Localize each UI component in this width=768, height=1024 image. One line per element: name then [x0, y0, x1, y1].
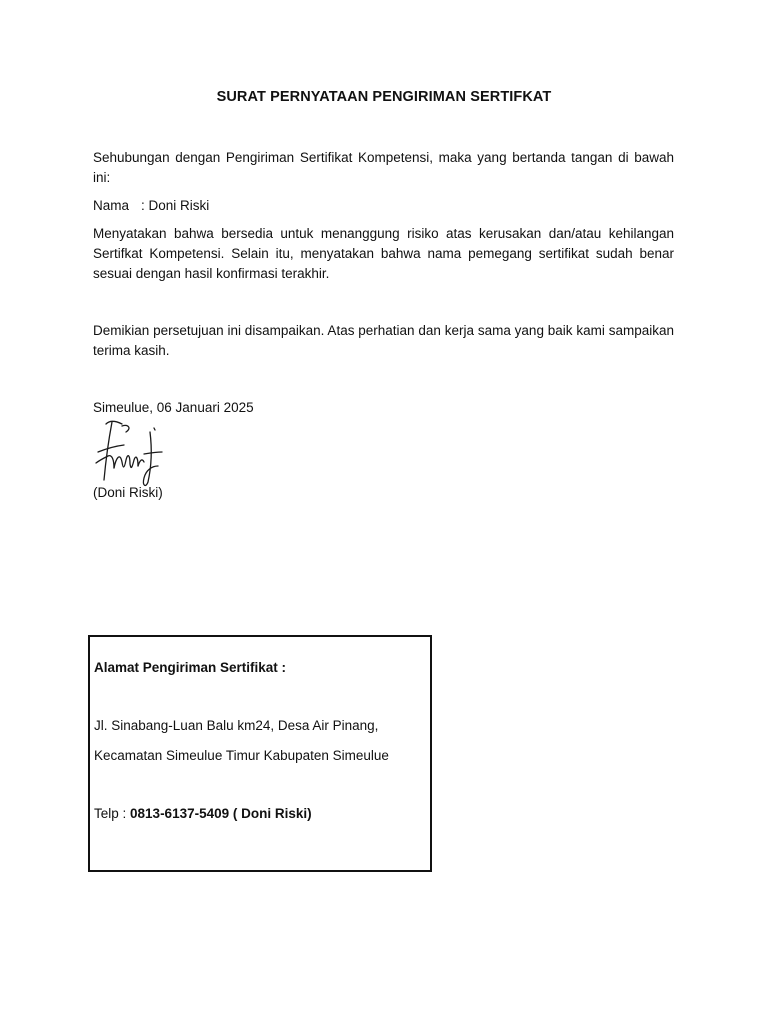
shipping-address-box	[88, 635, 432, 872]
address-district: Kecamatan Simeulue Timur Kabupaten Simeulue	[94, 748, 389, 763]
intro-paragraph: Sehubungan dengan Pengiriman Sertifikat Kompetensi, maka yang bertanda tangan di bawah ini:	[93, 150, 674, 185]
closing-paragraph: Demikian persetujuan ini disampaikan. Atas perhatian dan kerja sama yang baik kami sampaikan terima kasih.	[93, 323, 674, 358]
name-line	[93, 196, 674, 216]
address-heading: Alamat Pengiriman Sertifikat :	[94, 660, 287, 675]
statement-paragraph: Menyatakan bahwa bersedia untuk menanggung risiko atas kerusakan dan/atau kehilangan Sertifkat Kompetensi. Selain itu, menyatakan bahwa nama pemegang sertifikat sudah benar sesuai dengan hasil konfirmasi terakhir.	[93, 226, 674, 281]
signature-icon	[92, 418, 168, 488]
document-title: SURAT PERNYATAAN PENGIRIMAN SERTIFKAT	[216, 89, 552, 105]
phone-label: Telp :	[94, 806, 131, 821]
name-label: Nama	[93, 198, 130, 213]
phone-value: 0813-6137-5409 ( Doni Riski)	[130, 806, 312, 821]
address-phone	[94, 806, 312, 821]
signer-name: (Doni Riski)	[93, 485, 163, 500]
place-date: Simeulue, 06 Januari 2025	[93, 400, 254, 415]
name-value: : Doni Riski	[141, 198, 210, 213]
address-street: Jl. Sinabang-Luan Balu km24, Desa Air Pinang,	[94, 718, 379, 733]
